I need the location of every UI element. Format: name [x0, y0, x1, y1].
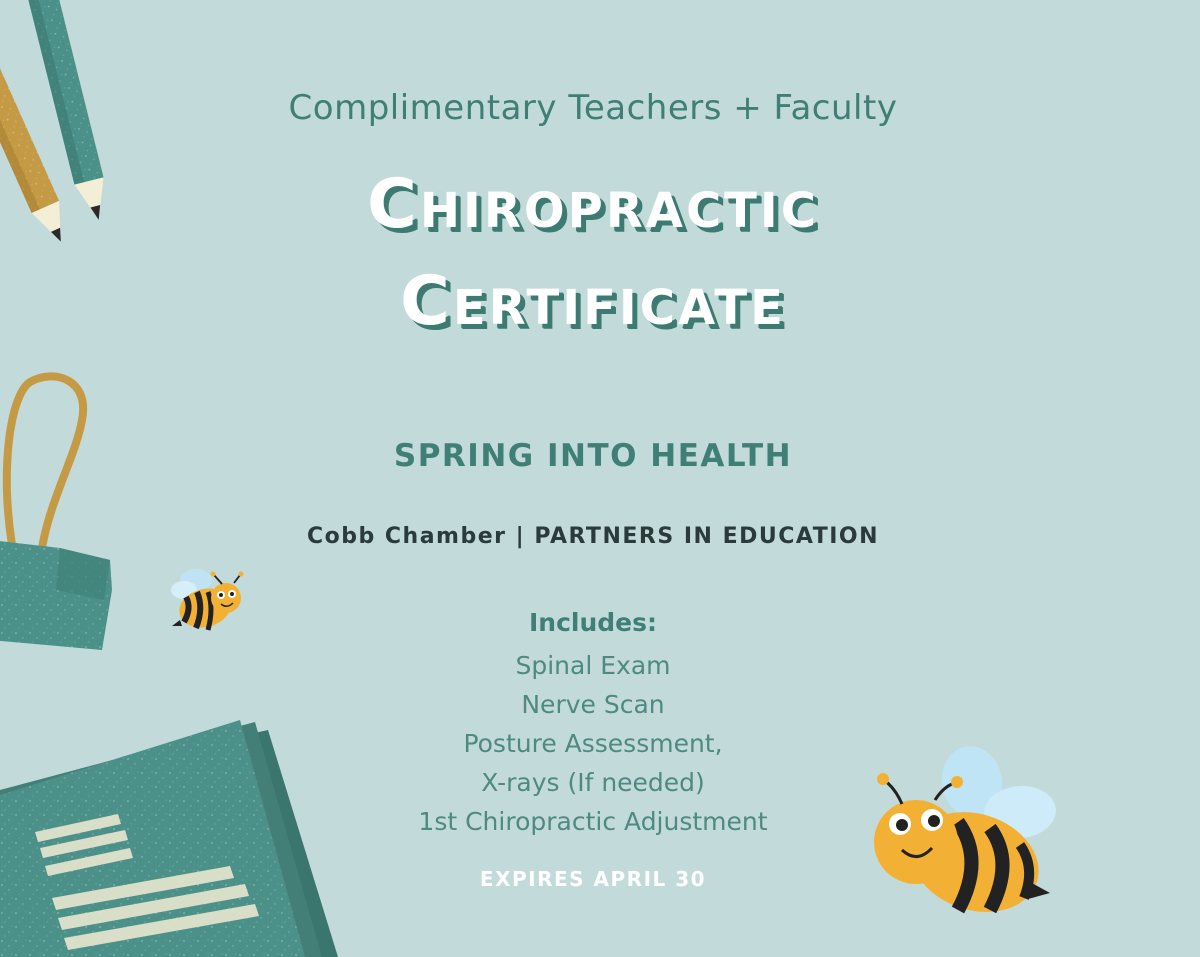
- includes-item: 1st Chiropractic Adjustment: [418, 807, 768, 836]
- includes-item: Nerve Scan: [521, 690, 665, 719]
- includes-item: Posture Assessment,: [463, 729, 723, 758]
- includes-item: X-rays (If needed): [481, 768, 705, 797]
- certificate-subtitle: Complimentary Teachers + Faculty: [288, 88, 898, 128]
- includes-list: [0, 646, 1186, 841]
- expiration-date: EXPIRES APRIL 30: [479, 867, 707, 891]
- headline-line-1: Chiropractic: [366, 165, 820, 244]
- headline-line-2: Certificate: [400, 262, 786, 341]
- partner-line: Cobb Chamber | PARTNERS IN EDUCATION: [306, 524, 880, 549]
- includes-item: Spinal Exam: [515, 651, 671, 680]
- includes-title: Includes:: [528, 608, 657, 637]
- tagline: SPRING INTO HEALTH: [393, 438, 793, 474]
